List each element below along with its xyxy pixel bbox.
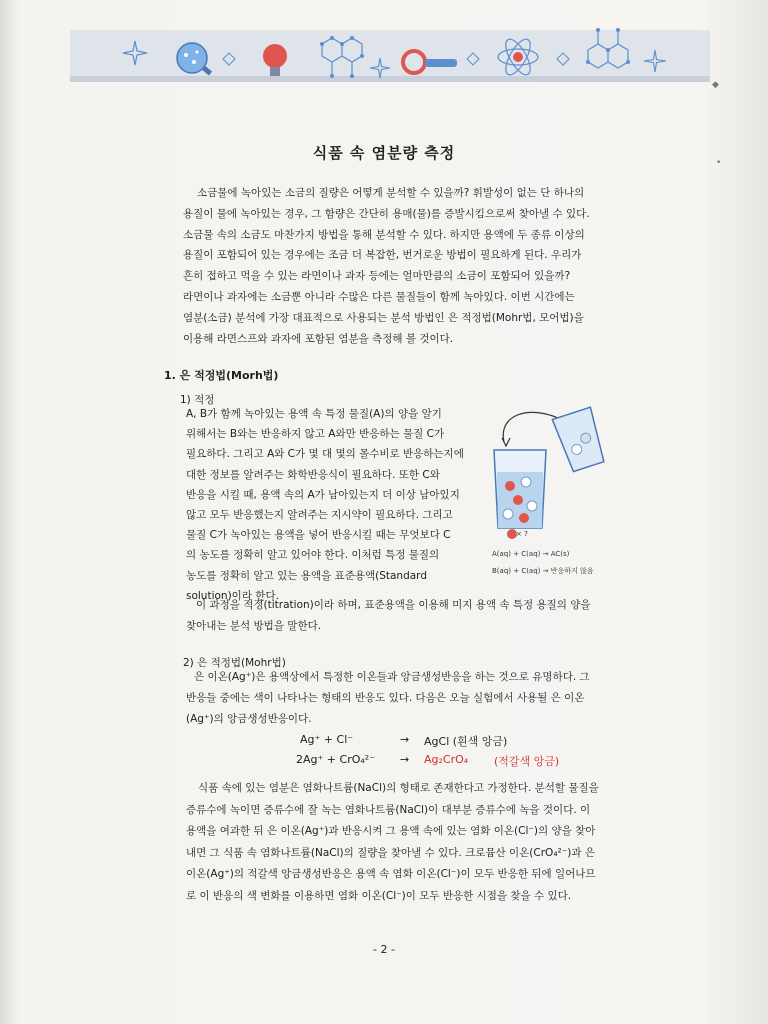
mohr-paragraph: [186, 667, 618, 729]
text-line: 염분(소금) 분석에 가장 대표적으로 사용되는 분석 방법인 은 적정법(Mohr법, 모어법)을: [183, 311, 584, 324]
sparkle-icon: [120, 38, 150, 68]
text-line: 라면이나 과자에는 소금뿐 아니라 수많은 다른 물질들이 함께 녹아있다. 이번 시간에는: [183, 290, 575, 303]
text-line: 않고 모두 반응했는지 알려주는 지시약이 필요하다. 그리고: [186, 509, 453, 522]
sparkle-icon: [368, 56, 392, 80]
text-line: 반응을 시킬 때, 용액 속의 A가 남아있는지 더 이상 남아있지: [186, 488, 460, 501]
section-heading: 1. 은 적정법(Morh법): [164, 369, 279, 382]
text-line: 흔히 접하고 먹을 수 있는 라면이나 과자 등에는 얼마만큼의 소금이 포함되어 있을까?: [183, 270, 571, 283]
salt-analysis-paragraph: [186, 778, 618, 908]
equation-reactants: Ag⁺ + Cl⁻: [300, 733, 354, 746]
text-line: 필요하다. 그리고 A와 C가 몇 대 몇의 몰수비로 반응하는지에: [186, 448, 464, 461]
molecule-icon: [578, 26, 634, 80]
receiving-beaker-icon: [494, 450, 546, 528]
text-line: 대한 정보를 알려주는 화학반응식이 필요하다. 또한 C와: [186, 468, 440, 481]
diamond-icon: [556, 52, 570, 66]
scan-mark: •: [716, 158, 722, 168]
figure-reaction-2: B(aq) + C(aq) → 반응하지 않음: [492, 567, 594, 575]
pour-arrow-icon: [503, 412, 558, 442]
text-line: solution)이라 한다.: [186, 589, 279, 602]
subsection-heading: 2) 은 적정법(Mohr법): [183, 657, 286, 669]
diamond-icon: [222, 52, 236, 66]
diamond-icon: [466, 52, 480, 66]
text-line: 은 이온(Ag⁺)은 용액상에서 특정한 이온들과 앙금생성반응을 하는 것으로 유명하다. 그: [194, 671, 590, 683]
titration-definition: [186, 595, 611, 637]
molecule-icon: [312, 32, 368, 82]
equation-product: Ag₂CrO₄: [424, 753, 469, 766]
intro-paragraph: [183, 183, 608, 349]
text-line: 용질이 물에 녹아있는 경우, 그 함량은 간단히 용매(물)를 증발시킴으로써 찾아낼 수 있다.: [183, 207, 590, 220]
text-line: 물질 C가 녹아있는 용액을 넣어 반응시킬 때는 무엇보다 C: [186, 529, 451, 542]
page-title: 식품 속 염분량 측정: [312, 144, 456, 162]
text-line: 이 과정을 적정(titration)이라 하며, 표준용액을 이용해 미지 용액 속 특정 용질의 양을: [196, 599, 591, 611]
text-line: 소금물 속의 소금도 마찬가지 방법을 통해 분석할 수 있다. 하지만 용액에 두 종류 이상의: [183, 228, 585, 241]
equation-product: AgCl (흰색 앙금): [424, 735, 508, 748]
scan-mark: ◆: [712, 80, 719, 90]
light-bulb-icon: [258, 40, 292, 84]
equation-agcl: [300, 733, 508, 748]
equation-note: (적갈색 앙금): [494, 755, 560, 768]
text-line: 반응들 중에는 색이 나타나는 형태의 반응도 있다. 다음은 오늘 실험에서 사용될 은 이온: [186, 691, 585, 704]
equation-reactants: 2Ag⁺ + CrO₄²⁻: [296, 753, 376, 766]
atom-icon: [494, 34, 542, 80]
text-line: 위해서는 B와는 반응하지 않고 A와만 반응하는 물질 C가: [186, 428, 445, 441]
text-line: 이용해 라면스프와 과자에 포함된 염분을 측정해 볼 것이다.: [183, 332, 454, 345]
text-line: 내면 그 식품 속 염화나트륨(NaCl)의 질량을 찾아낼 수 있다. 크로뮴산 이온(CrO₄²⁻)과 은: [186, 846, 595, 859]
text-line: 증류수에 녹이면 증류수에 잘 녹는 염화나트륨(NaCl)이 대부분 증류수에 녹을 것이다. 이: [186, 803, 591, 816]
text-line: (Ag⁺)의 앙금생성반응이다.: [186, 712, 312, 725]
text-line: 이온(Ag⁺)의 적갈색 앙금생성반응은 용액 속 염화 이온(Cl⁻)이 모두 반응한 뒤에 일어나므: [186, 868, 596, 881]
text-line: 식품 속에 있는 염분은 염화나트륨(NaCl)의 형태로 존재한다고 가정한다. 분석할 물질을: [198, 782, 599, 794]
equation-arrow: →: [400, 733, 410, 746]
equation-ag2cro4: [296, 753, 560, 768]
text-line: 찾아내는 분석 방법을 말한다.: [186, 619, 322, 632]
equation-arrow: →: [400, 753, 410, 766]
text-line: A, B가 함께 녹아있는 용액 속 특정 물질(A)의 양을 알기: [186, 408, 442, 420]
text-line: 의 농도를 정확히 알고 있어야 한다. 이처럼 특정 물질의: [186, 549, 440, 562]
page-number: - 2 -: [373, 943, 395, 956]
subsection-heading: 1) 적정: [180, 394, 215, 406]
text-line: 농도를 정확히 알고 있는 용액을 표준용액(Standard: [186, 569, 427, 582]
sparkle-icon: [642, 48, 668, 74]
text-line: 용액을 여과한 뒤 은 이온(Ag⁺)과 반응시켜 그 용액 속에 있는 염화 이온(Cl⁻)의 양을 찾아: [186, 825, 596, 838]
figure-reaction-1: A(aq) + C(aq) → AC(s): [492, 550, 570, 558]
text-line: 로 이 반응의 색 변화를 이용하면 염화 이온(Cl⁻)이 모두 반응한 시점을 찾을 수 있다.: [186, 889, 572, 902]
pouring-beaker-icon: [552, 407, 607, 473]
flask-icon: [172, 40, 216, 82]
text-line: 소금물에 녹아있는 소금의 질량은 어떻게 분석할 수 있을까? 휘발성이 없는 단 하나의: [197, 187, 585, 199]
text-line: 용질이 포함되어 있는 경우에는 조금 더 복잡한, 번거로운 방법이 필요하게 된다. 우리가: [183, 249, 582, 262]
figure-legend: × ?: [516, 530, 528, 538]
titration-paragraph: [186, 404, 478, 606]
magnifier-icon: [398, 44, 464, 80]
